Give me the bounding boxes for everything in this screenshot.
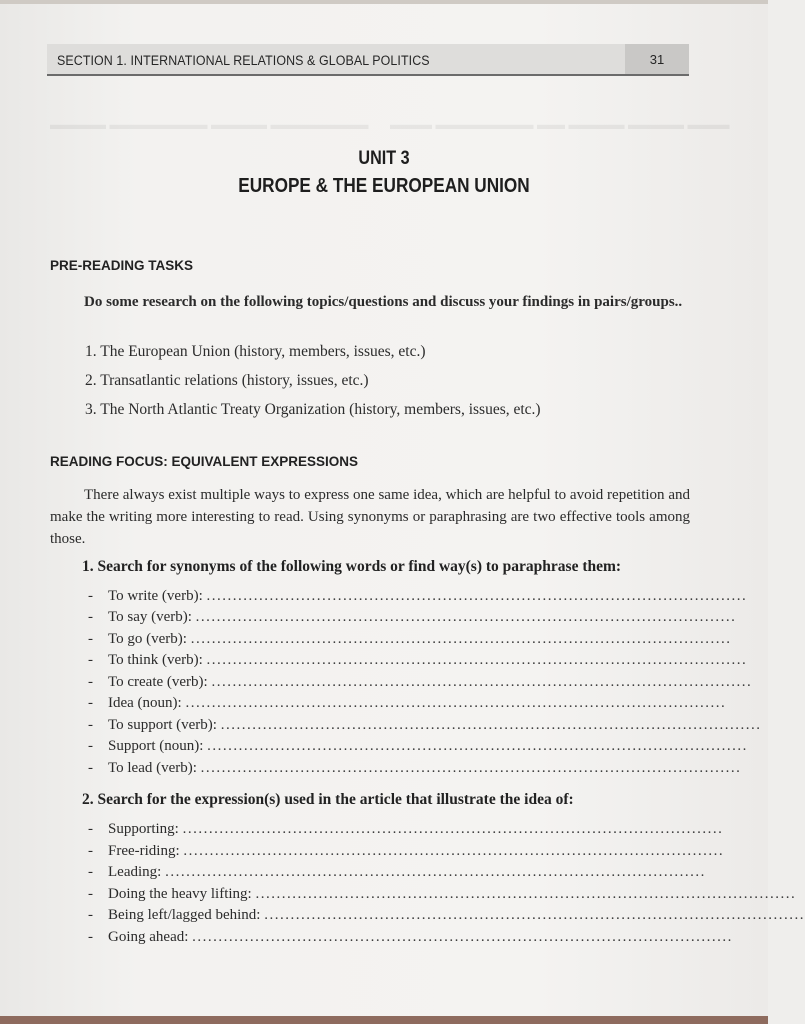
reading-focus-intro: There always exist multiple ways to express one same idea, which are helpful to avoid repetition and make the writing more interesting to read. Using synonyms or paraphrasing are two effective tools among those. <box>50 487 690 547</box>
synonym-item: - Support (noun): ....................................................................................................... <box>88 738 748 754</box>
pre-reading-instruction: Do some research on the following topics/questions and discuss your findings in pairs/groups.. <box>84 294 683 310</box>
synonym-item: - To create (verb): ....................................................................................................... <box>88 674 753 690</box>
pre-reading-heading: PRE-READING TASKS <box>50 258 194 273</box>
unit-label: UNIT 3 <box>358 148 410 169</box>
question-2-title: 2. Search for the expression(s) used in the article that illustrate the idea of: <box>82 791 574 808</box>
topic-item: 3. The North Atlantic Treaty Organization (history, members, issues, etc.) <box>85 401 541 418</box>
synonym-item: - To lead (verb): ....................................................................................................... <box>88 760 742 776</box>
running-header <box>47 44 689 76</box>
expression-item: - Being left/lagged behind: ....................................................................................................... <box>88 907 805 923</box>
expression-item: - Supporting: ....................................................................................................... <box>88 821 724 837</box>
page-bottom-edge <box>0 1016 768 1024</box>
topic-item: 2. Transatlantic relations (history, issues, etc.) <box>85 372 369 389</box>
synonym-item: - To say (verb): ....................................................................................................... <box>88 609 737 625</box>
synonym-item: - To go (verb): ....................................................................................................... <box>88 631 732 647</box>
show-through-text: ▬▬▬ ▬▬▬▬▬▬▬ ▬▬ ▬▬▬▬ ▬▬▬▬ ▬▬▬ <box>390 118 730 133</box>
expression-item: - Going ahead: ....................................................................................................... <box>88 929 733 945</box>
expression-item: - Doing the heavy lifting: ....................................................................................................... <box>88 886 797 902</box>
synonym-item: - Idea (noun): ....................................................................................................... <box>88 695 727 711</box>
page-number: 31 <box>625 44 689 74</box>
synonym-item: - To support (verb): ....................................................................................................... <box>88 717 762 733</box>
page-top-edge <box>0 0 768 4</box>
unit-title: EUROPE & THE EUROPEAN UNION <box>238 175 530 197</box>
expression-item: - Leading: ....................................................................................................... <box>88 864 706 880</box>
question-1-title: 1. Search for synonyms of the following words or find way(s) to paraphrase them: <box>82 558 622 575</box>
synonym-item: - To think (verb): ....................................................................................................... <box>88 652 748 668</box>
expression-item: - Free-riding: ....................................................................................................... <box>88 843 725 859</box>
section-title: SECTION 1. INTERNATIONAL RELATIONS & GLOBAL POLITICS <box>57 53 430 68</box>
synonym-item: - To write (verb): ....................................................................................................... <box>88 588 748 604</box>
topic-item: 1. The European Union (history, members, issues, etc.) <box>85 343 426 360</box>
show-through-text: ▬▬▬▬ ▬▬▬▬▬▬▬ ▬▬▬▬ ▬▬▬▬▬▬▬ <box>50 118 369 133</box>
reading-focus-heading: READING FOCUS: EQUIVALENT EXPRESSIONS <box>50 454 359 469</box>
